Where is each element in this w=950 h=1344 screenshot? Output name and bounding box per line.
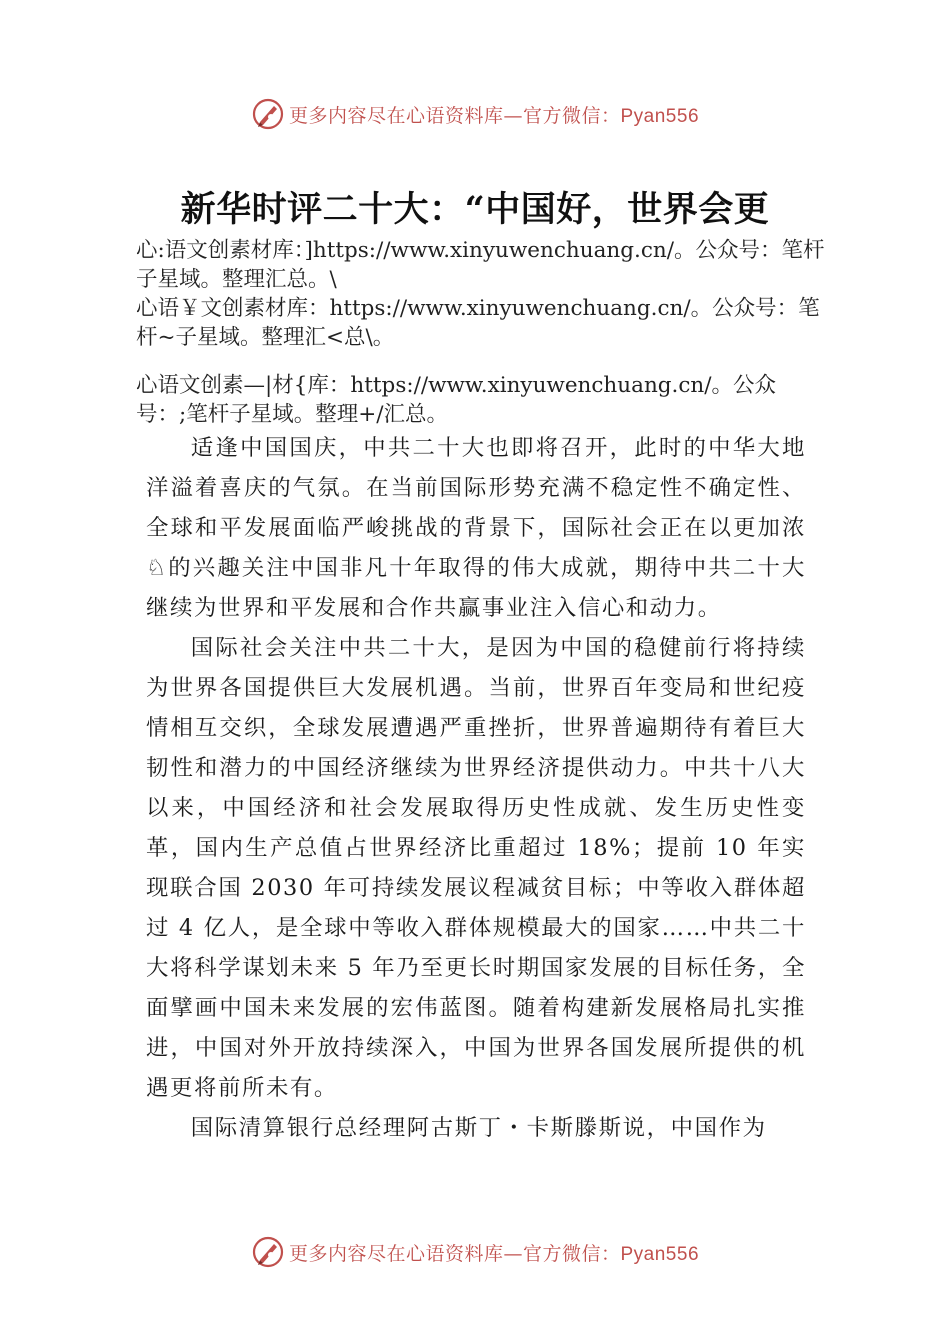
- paragraph: 国际清算银行总经理阿古斯丁・卡斯滕斯说，中国作为: [190, 1115, 767, 1141]
- header-banner: [0, 94, 950, 134]
- wechat-id: Pyan556: [620, 1243, 700, 1265]
- banner-text: 更多内容尽在心语资料库—官方微信：Pyan556: [288, 1242, 700, 1265]
- article-body: [146, 428, 806, 1148]
- pen-logo-icon: [251, 97, 285, 131]
- watermark-line: 心:语文创素材库：]https://www.xinyuwenchuang.cn/。公众号：笔杆子星域。整理汇总。\: [136, 238, 825, 292]
- banner-text: 更多内容尽在心语资料库—官方微信：Pyan556: [288, 104, 700, 127]
- paragraph: 适逢中国国庆，中共二十大也即将召开，此时的中华大地洋溢着喜庆的气氛。在当前国际形势充满不稳定性不确定性、全球和平发展面临严峻挑战的背景下，国际社会正在以更加浓♘的兴趣关注中国非凡十年取得的伟大成就，期待中共二十大继续为世界和平发展和合作共赢事业注入信心和动力。: [146, 435, 806, 621]
- pen-logo-icon: [251, 1235, 285, 1269]
- watermark-line: 心语￥文创素材库：https://www.xinyuwenchuang.cn/。公众号：笔杆~子星域。整理汇<总\。: [136, 296, 820, 350]
- paragraph: 国际社会关注中共二十大，是因为中国的稳健前行将持续为世界各国提供巨大发展机遇。当前，世界百年变局和世纪疫情相互交织，全球发展遭遇严重挫折，世界普遍期待有着巨大韧性和潜力的中国经济继续为世界经济提供动力。中共十八大以来，中国经济和社会发展取得历史性成就、发生历史性变革，国内生产总值占世界经济比重超过 18%；提前 10 年实现联合国 2030 年可持续发展议程减贫目标；中等收入群体超过 4 亿人，是全球中等收入群体规模最大的国家……中共二十大将科学谋划未来 5 年乃至更长时期国家发展的目标任务，全面擘画中国未来发展的宏伟蓝图。随着构建新发展格局扎实推进，中国对外开放持续深入，中国为世界各国发展所提供的机遇更将前所未有。: [146, 635, 806, 1101]
- watermark-line: 心语文创素—|材{库：https://www.xinyuwenchuang.cn/。公众号：;笔杆子星域。整理+/汇总。: [136, 373, 777, 427]
- footer-banner: [0, 1232, 950, 1272]
- article-title: 新华时评二十大：“中国好，世界会更: [180, 189, 770, 230]
- wechat-id: Pyan556: [620, 105, 700, 127]
